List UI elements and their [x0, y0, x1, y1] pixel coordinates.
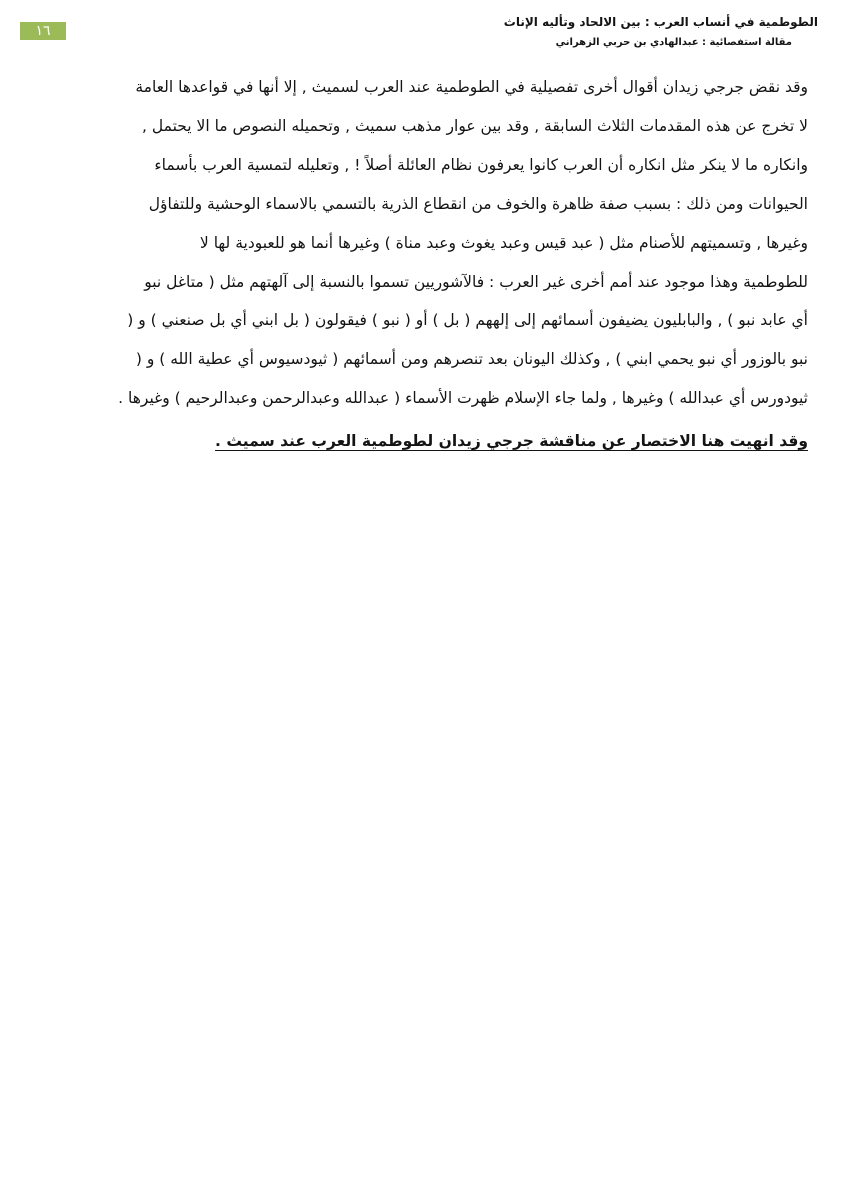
body-line-4: الحيوانات ومن ذلك : بسبب صفة ظاهرة والخوف من انقطاع الذرية بالتسمي بالاسماء الوحشية وللتفاؤل	[148, 194, 808, 213]
running-title: الطوطمية في أنساب العرب : بين الالحاد وتأليه الإناث	[503, 15, 818, 29]
body-line-9: ثيودورس أي عبدالله ) وغيرها , ولما جاء الإسلام ظهرت الأسماء ( عبدالله وعبدالرحمن وعبدالرحيم ) وغيرها .	[118, 389, 808, 408]
body-line-5: وغيرها , وتسميتهم للأصنام مثل ( عبد قيس وعبد يغوث وعبد مناة ) وغيرها أنما هو للعبودية لها لا	[199, 233, 808, 252]
running-subtitle: مقالة استفصائية : عبدالهادي بن حربي الزهراني	[555, 37, 792, 48]
body-line-1: وقد نقض جرجي زيدان أقوال أخرى تفصيلية في الطوطمية عند العرب لسميث , إلا أنها في قواعدها العامة	[135, 78, 808, 96]
body-line-7: أي عابد نبو ) , والبابليون يضيفون أسمائهم إلى إلههم ( بل ) أو ( نبو ) فيقولون ( بل ابني أي بل صنعني ) و (	[127, 311, 808, 330]
page-header	[20, 12, 822, 56]
closing-statement: وقد انهيت هنا الاختصار عن مناقشة جرجي زيدان لطوطمية العرب عند سميث .	[215, 432, 808, 451]
body-line-3: وانكاره ما لا ينكر مثل انكاره أن العرب كانوا يعرفون نظام العائلة أصلاً ! , وتعليله لتمسية العرب بأسماء	[154, 155, 808, 174]
body-line-8: نبو بالوزور أي نبو يحمي ابني ) , وكذلك اليونان بعد تنصرهم ومن أسمائهم ( ثيودسيوس أي عطية الله ) و (	[135, 350, 808, 369]
article-body	[30, 68, 808, 456]
body-line-2: لا تخرج عن هذه المقدمات الثلاث السابقة , وقد بين عوار مذهب سميث , وتحميله النصوص ما الا يحتمل ,	[142, 116, 808, 135]
page-number: ١٦	[20, 22, 66, 40]
body-line-6: للطوطمية وهذا موجود عند أمم أخرى غير العرب : فالآشوريين تسموا بالنسبة إلى آلهتهم مثل ( متاغل نبو	[144, 272, 808, 291]
